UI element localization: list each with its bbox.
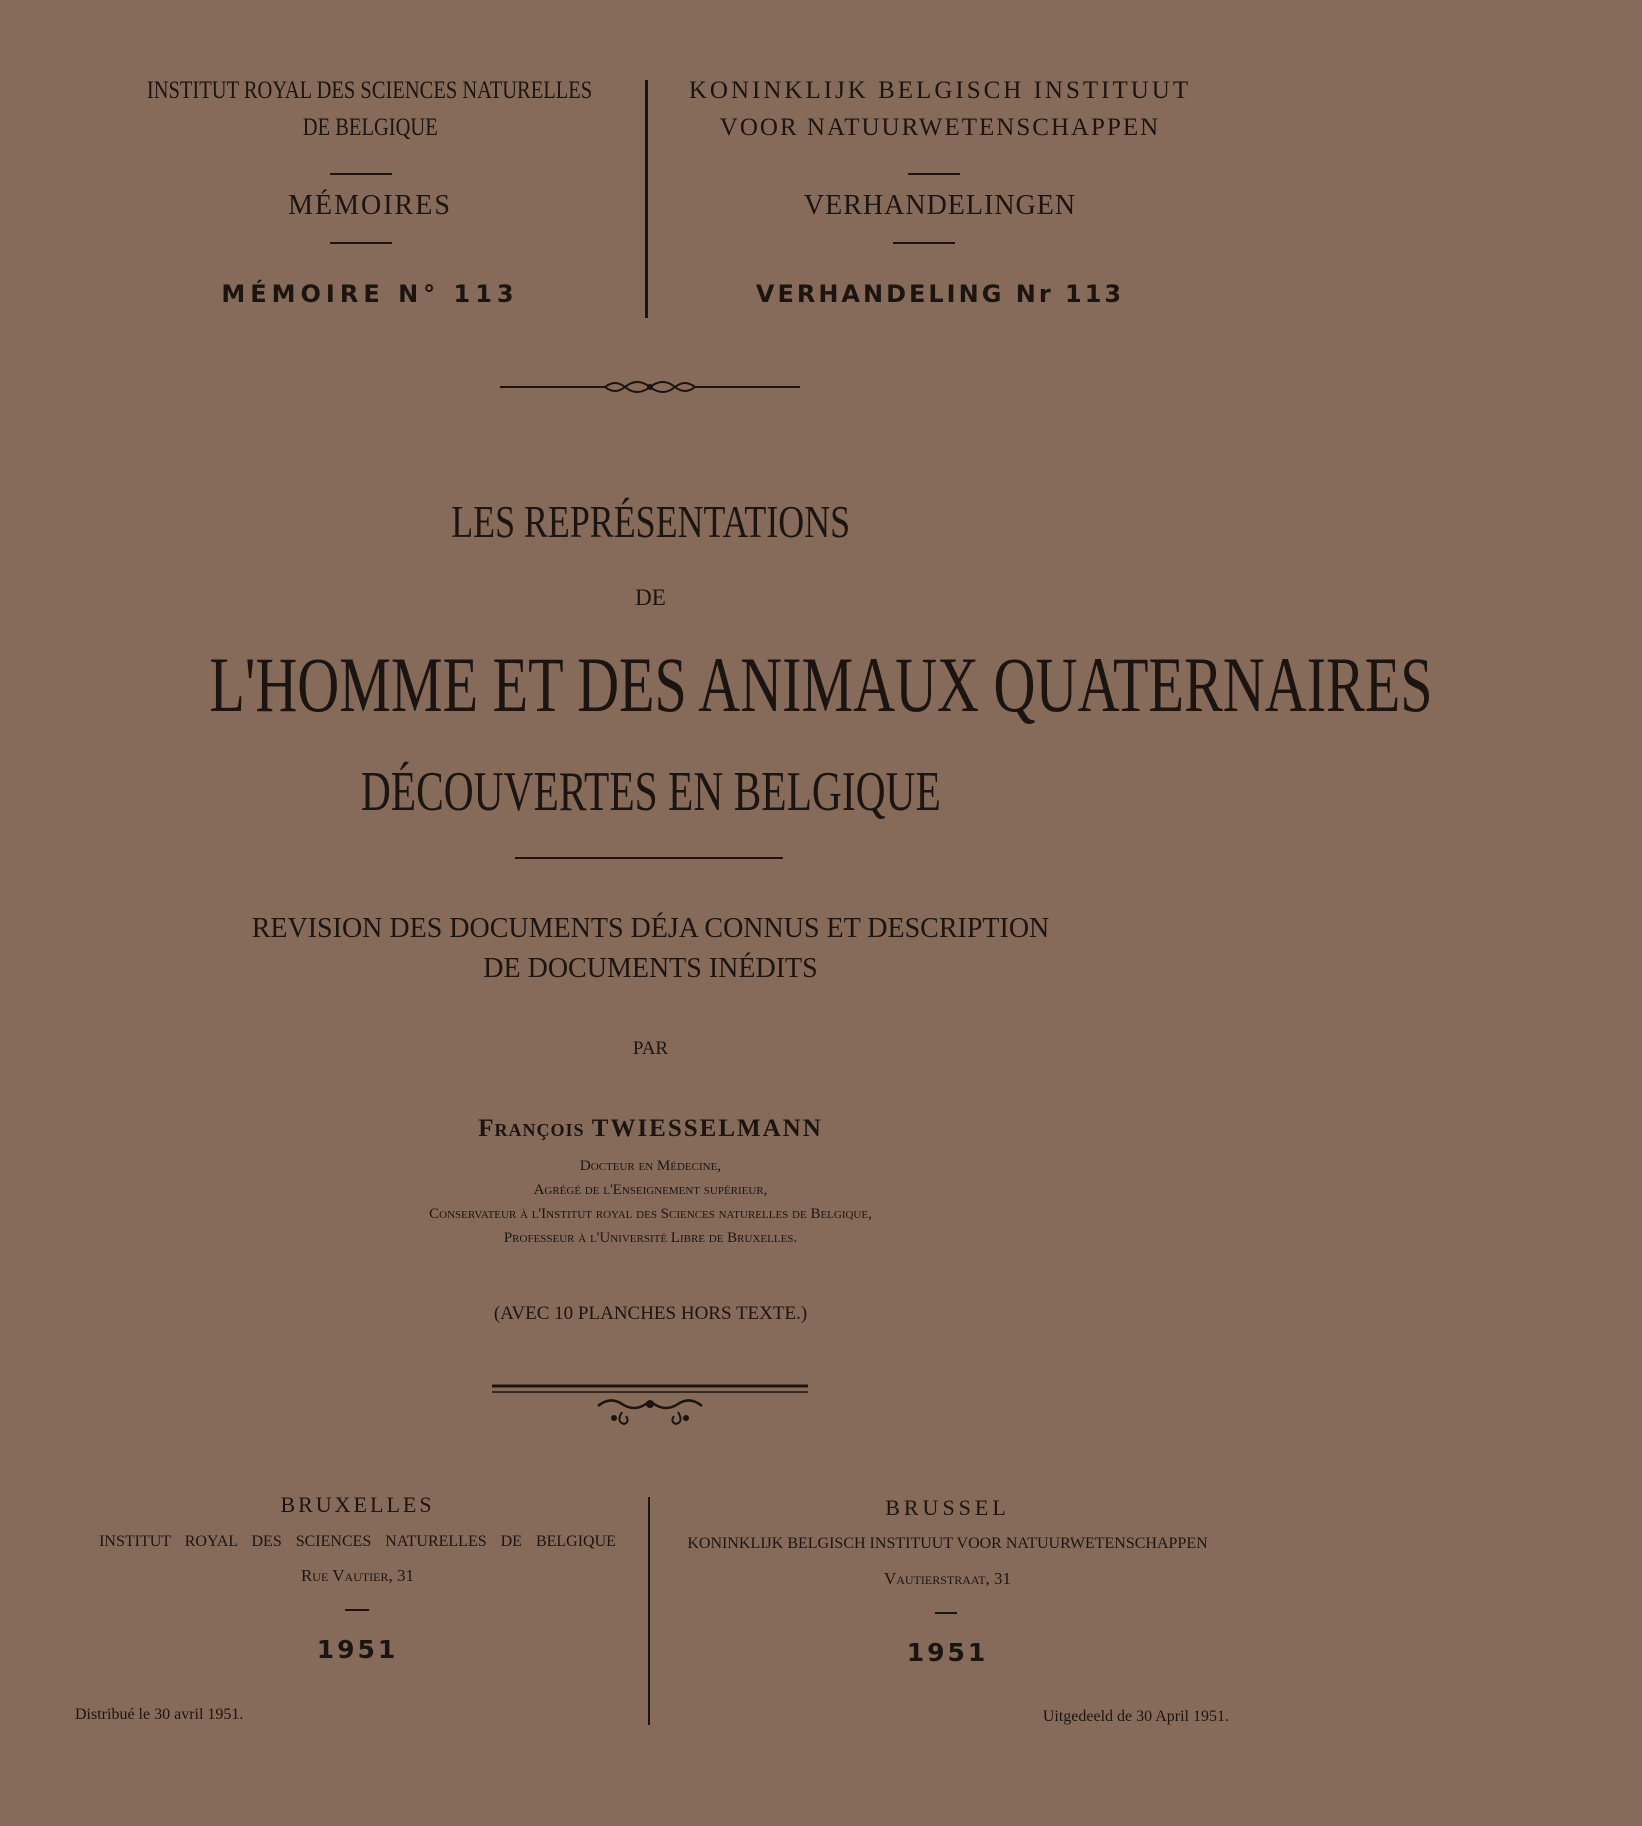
header-left-institute-line2: DE BELGIQUE [302, 114, 438, 141]
title-rule [515, 857, 783, 859]
footer-right-year: 1951 [906, 1638, 989, 1667]
footer-right-city: BRUSSEL [885, 1495, 1010, 1520]
header-right-institute-line2: VOOR NATUURWETENSCHAPPEN [719, 114, 1161, 141]
header-right-column [660, 72, 1220, 146]
author-credentials [0, 1154, 1301, 1250]
author-par: PAR [632, 1038, 669, 1059]
header-vertical-rule [645, 80, 648, 318]
ornament-divider-top [500, 375, 800, 399]
author-credential-4: Professeur à l'Université Libre de Bruxelles. [503, 1230, 798, 1246]
header-right-series: VERHANDELINGEN [803, 190, 1077, 221]
header-right-divider-1 [908, 173, 960, 175]
title-line-4: DÉCOUVERTES EN BELGIQUE [360, 761, 941, 823]
author-credential-3: Conservateur à l'Institut royal des Sciences naturelles de Belgique, [429, 1206, 872, 1222]
title-line-1: LES REPRÉSENTATIONS [451, 496, 850, 547]
footer-vertical-rule [648, 1497, 650, 1725]
footer-right-publisher: KONINKLIJK BELGISCH INSTITUUT VOOR NATUURWETENSCHAPPEN [687, 1535, 1208, 1552]
footer-left-city: BRUXELLES [280, 1492, 435, 1517]
footer-left-distribution: Distribué le 30 avril 1951. [75, 1706, 244, 1723]
header-left-institute-line1: INSTITUT ROYAL DES SCIENCES NATURELLES [147, 77, 593, 104]
header-left-divider-1 [330, 173, 392, 175]
subtitle-line-2: DE DOCUMENTS INÉDITS [483, 953, 818, 984]
author-credential-2: Agrégé de l'Enseignement supérieur, [533, 1182, 768, 1198]
footer-right-address: Vautierstraat, 31 [883, 1569, 1012, 1588]
footer-right-dash [935, 1612, 957, 1614]
footer-right-distribution: Uitgedeeld de 30 April 1951. [1042, 1708, 1229, 1725]
ornament-divider-bottom [490, 1382, 810, 1432]
footer-left-dash [345, 1609, 369, 1611]
header-left-number: MÉMOIRE N° 113 [221, 280, 519, 308]
author-name [0, 1115, 1301, 1143]
footer-left-address: Rue Vautier, 31 [300, 1566, 415, 1585]
footer-left-year: 1951 [316, 1635, 399, 1664]
header-left-column [90, 72, 650, 146]
author-credential-1: Docteur en Médecine, [579, 1158, 722, 1174]
header-right-institute-line1: KONINKLIJK BELGISCH INSTITUUT [688, 77, 1192, 104]
header-left-divider-2 [330, 242, 392, 244]
subtitle-line-1: REVISION DES DOCUMENTS DÉJA CONNUS ET DESCRIPTION [251, 913, 1050, 944]
title-line-3: L'HOMME ET DES ANIMAUX QUATERNAIRES [209, 641, 1433, 728]
footer-left-publisher: INSTITUT ROYAL DES SCIENCES NATURELLES DE BELGIQUE [99, 1533, 616, 1550]
author-first-name: François [478, 1115, 585, 1142]
header-right-divider-2 [893, 242, 955, 244]
header-right-number: VERHANDELING Nr 113 [755, 280, 1125, 308]
plates-note: (AVEC 10 PLANCHES HORS TEXTE.) [493, 1303, 808, 1324]
title-line-2: DE [635, 585, 666, 610]
header-left-series: MÉMOIRES [288, 190, 452, 221]
author-last-name: TWIESSELMANN [591, 1115, 823, 1142]
